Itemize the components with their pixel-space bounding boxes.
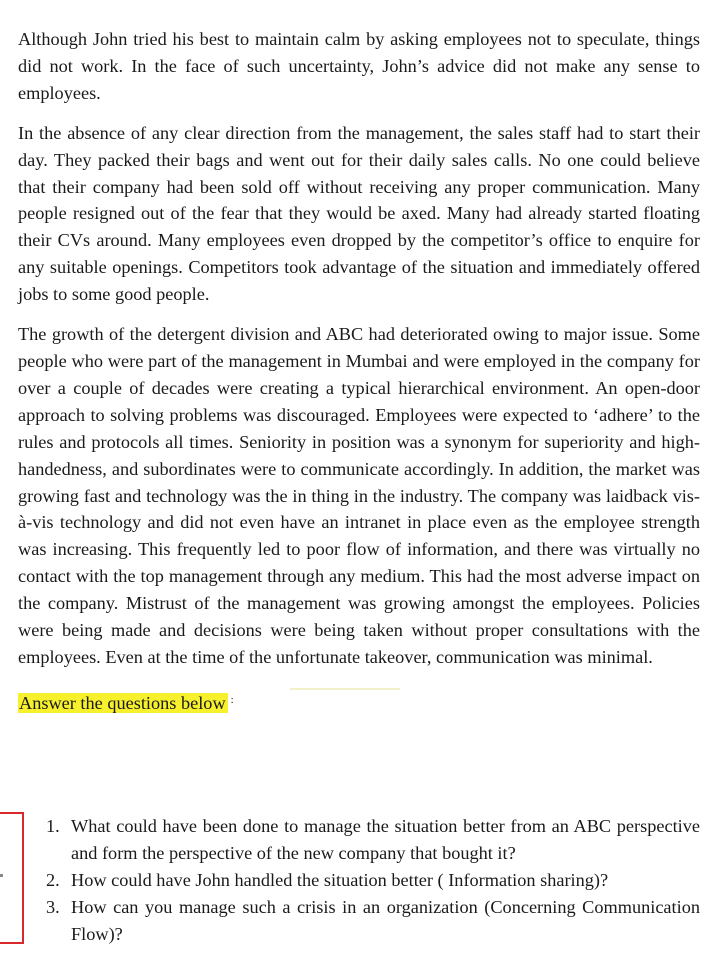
question-item xyxy=(44,894,700,948)
paragraph-1: Although John tried his best to maintain calm by asking employees not to speculate, things did not work. In the face of such uncertainty, John’s advice did not make any sense to employees. xyxy=(18,29,700,103)
question-text: What could have been done to manage the situation better from an ABC perspective and form the perspective of the new company that bought it? xyxy=(71,816,700,863)
document-body xyxy=(18,26,700,727)
heading-highlight xyxy=(18,693,228,713)
question-item xyxy=(44,813,700,867)
question-item xyxy=(44,867,700,894)
paragraph-3: The growth of the detergent division and ABC had deteriorated owing to major issue. Some people who were part of the management in Mumbai and were employed in the company for over a couple of decades were creating a typical hierarchical environment. An open-door approach to solving problems was discouraged. Employees were expected to ‘adhere’ to the rules and protocols all times. Seniority in position was a synonym for superiority and high-handedness, and subordinates were to communicate accordingly. In addition, the market was growing fast and technology was the in thing in the industry. The company was laidback vis-à-vis technology and did not even have an intranet in place even as the employee strength was increasing. This frequently led to poor flow of information, and there was virtually no contact with the top management through any medium. This had the most adverse impact on the company. Mistrust of the management was growing amongst the employees. Policies were being made and decisions were being taken without proper consultations with the employees. Even at the time of the unfortunate takeover, communication was minimal. xyxy=(18,324,700,667)
question-number: 3. xyxy=(46,897,60,917)
questions-heading xyxy=(18,687,700,717)
question-number: 1. xyxy=(46,816,60,836)
heading-text: Answer the questions below xyxy=(19,692,226,713)
faint-highlight-trace xyxy=(290,688,400,690)
red-annotation-bracket xyxy=(0,812,24,944)
question-list xyxy=(44,813,700,948)
question-text: How could have John handled the situation better ( Information sharing)? xyxy=(71,870,609,890)
question-number: 2. xyxy=(46,870,60,890)
paragraph-2: In the absence of any clear direction from the management, the sales staff had to start their day. They packed their bags and went out for their daily sales calls. No one could believe that their company had been sold off without receiving any proper communication. Many people resigned out of the fear that they would be axed. Many had already started floating their CVs around. Many employees even dropped by the competitor’s office to enquire for any suitable openings. Competitors took advantage of the situation and immediately offered jobs to some good people. xyxy=(18,122,700,305)
annotation-tick xyxy=(0,874,3,877)
question-text: How can you manage such a crisis in an organization (Concerning Communication Flow)? xyxy=(71,897,700,944)
heading-colon: : xyxy=(230,693,234,706)
